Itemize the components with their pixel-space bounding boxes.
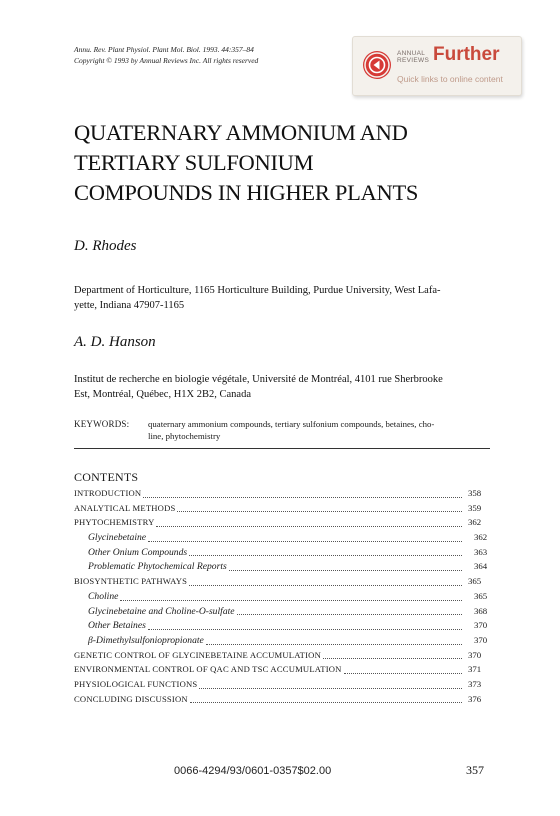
citation-line-2: Copyright © 1993 by Annual Reviews Inc. All rights reserved [74,56,259,65]
toc-leader [189,585,462,586]
table-of-contents [74,486,490,706]
citation-line-1: Annu. Rev. Plant Physiol. Plant Mol. Biol. 1993. 44:357–84 [74,45,254,54]
toc-leader [229,570,462,571]
toc-leader [199,688,462,689]
toc-entry-page: 364 [474,561,488,572]
page-number: 357 [466,763,484,777]
toc-leader [344,673,462,674]
title-line-1: QUATERNARY AMMONIUM AND [74,120,408,145]
toc-leader [237,614,462,615]
toc-entry-label: β-Dimethylsulfoniopropionate [88,634,204,646]
toc-leader [189,555,462,556]
toc-leader [148,629,462,630]
toc-entry[interactable] [74,574,490,589]
toc-entry-label: Glycinebetaine [88,532,147,544]
toc-entry-page: 371 [468,664,482,675]
toc-entry-label: PHYTOCHEMISTRY [74,517,155,528]
badge-reviews-label: REVIEWS [397,57,430,64]
toc-entry-label: GENETIC CONTROL OF GLYCINEBETAINE ACCUMULATION [74,649,321,660]
toc-leader [177,511,462,512]
toc-entry-label: BIOSYNTHETIC PATHWAYS [74,576,188,587]
section-divider [74,448,490,449]
toc-subentry[interactable] [74,589,490,604]
arrow-left-circle-icon [363,51,391,79]
title-line-2: TERTIARY SULFONIUM [74,150,314,175]
toc-entry-label: Other Betaines [88,620,146,632]
toc-subentry[interactable] [74,633,490,648]
contents-heading: CONTENTS [74,470,139,484]
toc-entry-page: 370 [474,620,488,631]
toc-entry[interactable] [74,501,490,516]
badge-further-word: Further [433,44,500,65]
toc-leader [206,644,462,645]
toc-entry-page: 373 [468,678,482,689]
toc-entry-page: 370 [474,634,488,645]
author-affiliation-2 [74,372,494,402]
toc-entry[interactable] [74,662,490,677]
toc-entry-page: 368 [474,605,488,616]
toc-entry-label: Glycinebetaine and Choline-O-sulfate [88,605,235,617]
toc-entry-label: Problematic Phytochemical Reports [88,561,227,573]
toc-entry-page: 362 [474,532,488,543]
journal-citation [74,44,258,66]
toc-entry-page: 376 [468,693,482,704]
badge-annual-label: ANNUAL [397,50,426,57]
toc-entry-page: 359 [468,502,482,513]
author-affiliation-1 [74,283,494,313]
badge-annual-reviews [397,50,429,64]
toc-leader [190,702,462,703]
toc-entry-page: 365 [468,576,482,587]
toc-entry-label: INTRODUCTION [74,488,142,498]
toc-entry-page: 362 [468,517,482,528]
toc-entry-label: Choline [88,590,119,602]
toc-subentry[interactable] [74,604,490,619]
annual-reviews-further-badge[interactable] [352,36,522,96]
toc-leader [323,658,462,659]
toc-entry-label: ANALYTICAL METHODS [74,502,176,513]
affiliation-1-line-2: yette, Indiana 47907-1165 [74,300,185,311]
toc-entry-page: 363 [474,546,488,557]
toc-entry-label: ENVIRONMENTAL CONTROL OF QAC AND TSC ACCUMULATION [74,664,342,675]
affiliation-2-line-2: Est, Montréal, Québec, H1X 2B2, Canada [74,389,251,400]
affiliation-2-line-1: Institut de recherche en biologie végétale, Université de Montréal, 4101 rue Sherbrooke [74,374,443,385]
toc-leader [120,600,462,601]
toc-leader [148,541,462,542]
toc-entry-label: Other Onium Compounds [88,546,188,558]
toc-entry[interactable] [74,692,490,707]
article-title [74,118,514,208]
keywords-line-2: line, phytochemistry [148,431,221,441]
keywords-text [148,418,490,442]
author-name-1: D. Rhodes [74,238,137,254]
toc-subentry[interactable] [74,618,490,633]
toc-leader [143,497,462,498]
toc-entry-page: 365 [474,590,488,601]
toc-entry-label: PHYSIOLOGICAL FUNCTIONS [74,678,198,689]
toc-entry[interactable] [74,677,490,692]
author-name-2: A. D. Hanson [74,334,156,350]
toc-leader [156,526,462,527]
toc-entry[interactable] [74,515,490,530]
keywords-label: KEYWORDS: [74,419,130,429]
affiliation-1-line-1: Department of Horticulture, 1165 Horticulture Building, Purdue University, West Lafa- [74,285,441,296]
title-line-3: COMPOUNDS IN HIGHER PLANTS [74,180,419,205]
toc-subentry[interactable] [74,559,490,574]
article-code: 0066-4294/93/0601-0357$02.00 [174,765,332,777]
toc-entry-page: 370 [468,649,482,660]
keywords-line-1: quaternary ammonium compounds, tertiary sulfonium compounds, betaines, cho- [148,419,435,429]
toc-subentry[interactable] [74,545,490,560]
badge-tagline: Quick links to online content [397,74,503,84]
toc-entry-page: 358 [468,488,482,498]
toc-entry[interactable] [74,648,490,663]
toc-subentry[interactable] [74,530,490,545]
toc-entry[interactable] [74,486,490,501]
toc-entry-label: CONCLUDING DISCUSSION [74,693,188,704]
